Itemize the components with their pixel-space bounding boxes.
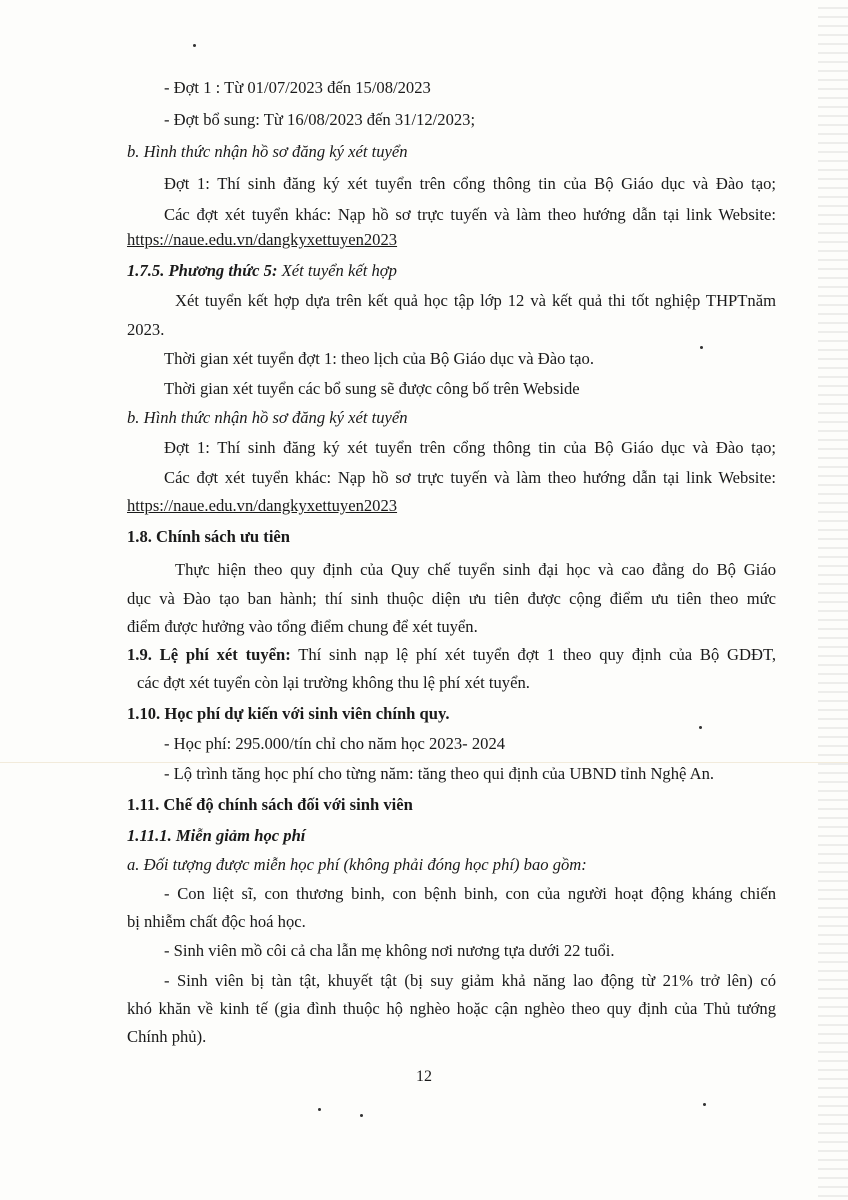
scan-speck: [360, 1114, 363, 1117]
text-line: dục và Đào tạo ban hành; thí sinh thuộc diện ưu tiên được cộng điểm ưu tiên theo mức: [127, 589, 776, 608]
scan-hairline: [0, 762, 848, 763]
section-heading-1-11-1: 1.11.1. Miễn giảm học phí: [127, 826, 306, 845]
text-line: - Học phí: 295.000/tín chỉ cho năm học 2023- 2024: [164, 734, 506, 753]
text-line: các đợt xét tuyển còn lại trường không thu lệ phí xét tuyển.: [137, 673, 530, 692]
text-line: Đợt 1: Thí sinh đăng ký xét tuyển trên cổng thông tin của Bộ Giáo dục và Đào tạo;: [164, 438, 776, 457]
registration-link[interactable]: https://naue.edu.vn/dangkyxettuyen2023: [127, 496, 398, 515]
text-line: Các đợt xét tuyển khác: Nạp hồ sơ trực tuyến và làm theo hướng dẫn tại link Website:: [164, 468, 776, 487]
section-heading-1-9: [127, 645, 776, 665]
section-heading-text: 1.7.5. Phương thức 5:: [127, 261, 278, 280]
text-line: bị nhiễm chất độc hoá học.: [127, 912, 306, 931]
text-line: - Sinh viên bị tàn tật, khuyết tật (bị suy giảm khả năng lao động từ 21% trở lên) có: [164, 971, 776, 990]
text-line: Chính phủ).: [127, 1027, 207, 1046]
text-line: khó khăn về kinh tế (gia đình thuộc hộ nghèo hoặc cận nghèo theo quy định của Thủ tướng: [127, 999, 776, 1018]
fee-text: Thí sinh nạp lệ phí xét tuyển đợt 1 theo quy định của Bộ GDĐT,: [290, 645, 776, 664]
text-line: - Đợt 1 : Từ 01/07/2023 đến 15/08/2023: [164, 78, 431, 97]
fee-heading: 1.9. Lệ phí xét tuyển:: [127, 645, 291, 664]
scan-speck: [193, 44, 196, 47]
registration-link[interactable]: https://naue.edu.vn/dangkyxettuyen2023: [127, 230, 398, 249]
scan-speck: [700, 346, 703, 349]
text-line: điểm được hưởng vào tổng điểm chung để xét tuyển.: [127, 617, 478, 636]
subheading: a. Đối tượng được miễn học phí (không phải đóng học phí) bao gồm:: [127, 855, 587, 874]
text-line: - Đợt bổ sung: Từ 16/08/2023 đến 31/12/2023;: [164, 110, 476, 129]
scan-speck: [703, 1103, 706, 1106]
text-line: Thực hiện theo quy định của Quy chế tuyển sinh đại học và cao đẳng do Bộ Giáo: [175, 560, 776, 579]
scan-speck: [699, 726, 702, 729]
subheading: b. Hình thức nhận hồ sơ đăng ký xét tuyển: [127, 408, 408, 427]
subheading: b. Hình thức nhận hồ sơ đăng ký xét tuyển: [127, 142, 408, 161]
text-line: Xét tuyển kết hợp dựa trên kết quả học tập lớp 12 và kết quả thi tốt nghiệp THPTnăm: [175, 291, 776, 310]
text-line: Các đợt xét tuyển khác: Nạp hồ sơ trực tuyến và làm theo hướng dẫn tại link Website:: [164, 205, 776, 224]
page-number: 12: [416, 1068, 432, 1085]
text-line: Đợt 1: Thí sinh đăng ký xét tuyển trên cổng thông tin của Bộ Giáo dục và Đào tạo;: [164, 174, 776, 193]
scan-edge-noise: [818, 0, 848, 1200]
text-line: - Con liệt sĩ, con thương binh, con bệnh binh, con của người hoạt động kháng chiến: [164, 884, 776, 903]
text-line: Thời gian xét tuyển đợt 1: theo lịch của Bộ Giáo dục và Đào tạo.: [164, 349, 594, 368]
section-heading-1-7-5: 1.7.5. Phương thức 5: Xét tuyển kết hợp: [127, 261, 397, 280]
text-line: - Lộ trình tăng học phí cho từng năm: tăng theo qui định của UBND tỉnh Nghệ An.: [164, 764, 715, 783]
section-heading-1-8: 1.8. Chính sách ưu tiên: [127, 527, 291, 546]
text-line: - Sinh viên mồ côi cả cha lẫn mẹ không nơi nương tựa dưới 22 tuổi.: [164, 941, 615, 960]
text-line: 2023.: [127, 320, 165, 339]
text-line: Thời gian xét tuyển các bổ sung sẽ được công bố trên Webside: [164, 379, 580, 398]
scan-speck: [318, 1108, 321, 1111]
section-heading-1-11: 1.11. Chế độ chính sách đối với sinh viên: [127, 795, 413, 814]
section-heading-1-10: 1.10. Học phí dự kiến với sinh viên chính quy.: [127, 704, 450, 723]
